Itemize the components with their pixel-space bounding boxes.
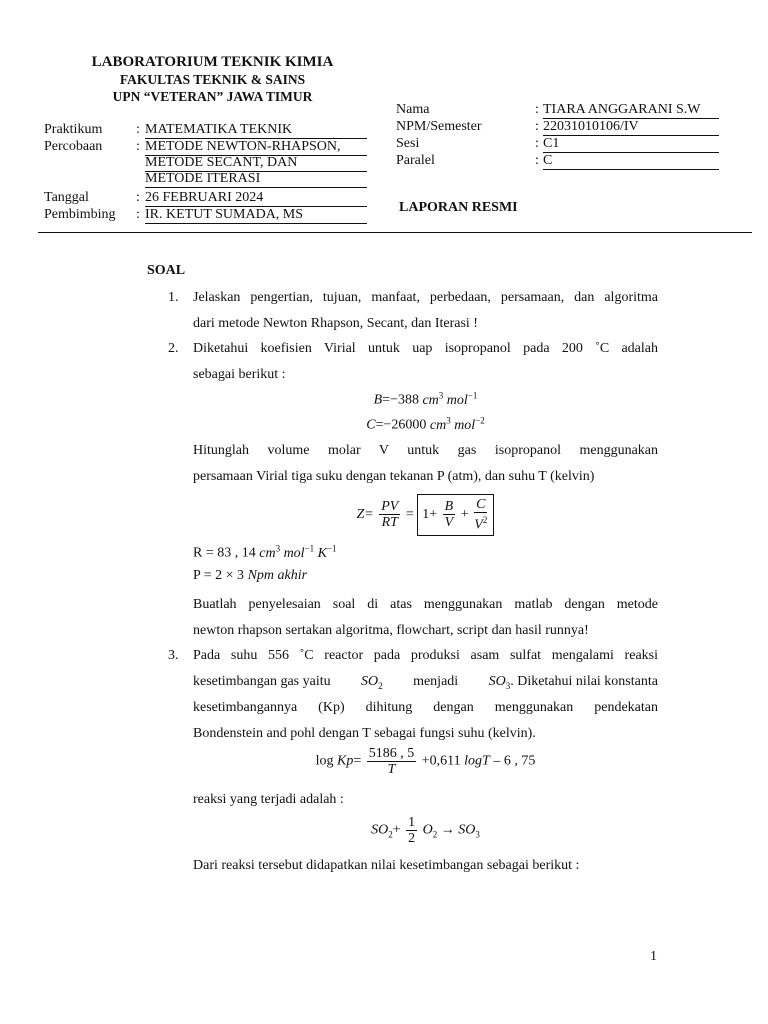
praktikum-value: MATEMATIKA TEKNIK <box>145 122 367 139</box>
p-definition: P = 2 × 3 Npm akhir <box>193 568 308 583</box>
equation-c: C=−26000 $cm^3$ mol$^{-2}$ <box>366 415 485 433</box>
reaction-equation: $SO_2+$ $\frac{1}{2}$ $O_2 \to SO_3$ <box>371 815 480 846</box>
header-divider <box>38 232 752 233</box>
q1-line-2: dari metode Newton Rhapson, Secant, dan Iterasi ! <box>193 316 478 331</box>
equation-z: Z= $\frac{PV}{RT}$ = 1+ $\frac{B}{V}$ + $\frac{C}{V^2}$ <box>193 494 658 536</box>
tanggal-colon: : <box>136 190 140 205</box>
sesi-colon: : <box>535 136 539 151</box>
nama-value: TIARA ANGGARANI S.W <box>543 102 719 119</box>
pembimbing-value: IR. KETUT SUMADA, MS <box>145 207 367 224</box>
percobaan-value-2: METODE SECANT, DAN <box>145 155 367 172</box>
faculty-title: FAKULTAS TEKNIK & SAINS <box>119 72 306 87</box>
paralel-value: C <box>543 153 719 170</box>
q2-line-2: sebagai berikut : <box>193 367 286 382</box>
page-number: 1 <box>650 949 657 964</box>
tanggal-label: Tanggal <box>44 190 89 205</box>
percobaan-colon: : <box>136 139 140 154</box>
npm-label: NPM/Semester <box>396 119 482 134</box>
q3-line-4: Bondenstein and pohl dengan T sebagai fungsi suhu (kelvin). <box>193 726 536 741</box>
q2-line-5: Buatlah penyelesaian soal di atas menggunakan matlab dengan metode <box>193 597 658 612</box>
q1-line-1: Jelaskan pengertian, tujuan, manfaat, perbedaan, persamaan, dan algoritma <box>193 290 658 305</box>
npm-colon: : <box>535 119 539 134</box>
q2-line-4: persamaan Virial tiga suku dengan tekanan P (atm), dan suhu T (kelvin) <box>193 469 595 484</box>
nama-label: Nama <box>396 102 430 117</box>
praktikum-label: Praktikum <box>44 122 103 137</box>
nama-colon: : <box>535 102 539 117</box>
pembimbing-colon: : <box>136 207 140 222</box>
npm-value: 22031010106/IV <box>543 119 719 136</box>
q2-number: 2. <box>168 341 179 356</box>
sesi-label: Sesi <box>396 136 420 151</box>
lab-title: LABORATORIUM TEKNIK KIMIA <box>91 54 334 70</box>
section-title: SOAL <box>147 263 186 278</box>
r-constant: R = 83 , 14 $cm^3$ mol$^{-1}$ $K^{-1}$ <box>193 543 337 561</box>
q1-number: 1. <box>168 290 179 305</box>
sesi-value: C1 <box>543 136 719 153</box>
q3-number: 3. <box>168 648 179 663</box>
paralel-label: Paralel <box>396 153 435 168</box>
equation-log-kp: log Kp= $\frac{5186 , 5}{T}$ +0,611 logT – 6 , 75 <box>315 746 536 777</box>
percobaan-value-3: METODE ITERASI <box>145 171 367 188</box>
percobaan-label: Percobaan <box>44 139 103 154</box>
lab-header <box>40 54 385 105</box>
q2-line-1: Diketahui koefisien Virial untuk uap isopropanol pada 200 ˚C adalah <box>193 341 658 356</box>
q2-line-3: Hitunglah volume molar V untuk gas isopropanol menggunakan <box>193 443 658 458</box>
tanggal-value: 26 FEBRUARI 2024 <box>145 190 367 207</box>
q3-line-2: kesetimbangan gas yaitu $SO_2$ menjadi $SO_3$. Diketahui nilai konstanta <box>193 674 658 691</box>
paralel-colon: : <box>535 153 539 168</box>
q3-line-6: Dari reaksi tersebut didapatkan nilai kesetimbangan sebagai berikut : <box>193 858 580 873</box>
q3-line-1: Pada suhu 556 ˚C reactor pada produksi asam sulfat mengalami reaksi <box>193 648 658 663</box>
university-title: UPN “VETERAN” JAWA TIMUR <box>112 89 313 104</box>
praktikum-colon: : <box>136 122 140 137</box>
percobaan-value-1: METODE NEWTON-RHAPSON, <box>145 139 367 156</box>
q2-line-6: newton rhapson sertakan algoritma, flowchart, script dan hasil runnya! <box>193 623 589 638</box>
pembimbing-label: Pembimbing <box>44 207 116 222</box>
q3-line-3: kesetimbangannya (Kp) dihitung dengan menggunakan pendekatan <box>193 700 658 715</box>
equation-b: B=−388 $cm^3$ mol$^{-1}$ <box>373 390 478 408</box>
q3-line-5: reaksi yang terjadi adalah : <box>193 792 344 807</box>
report-type: LAPORAN RESMI <box>399 200 518 215</box>
